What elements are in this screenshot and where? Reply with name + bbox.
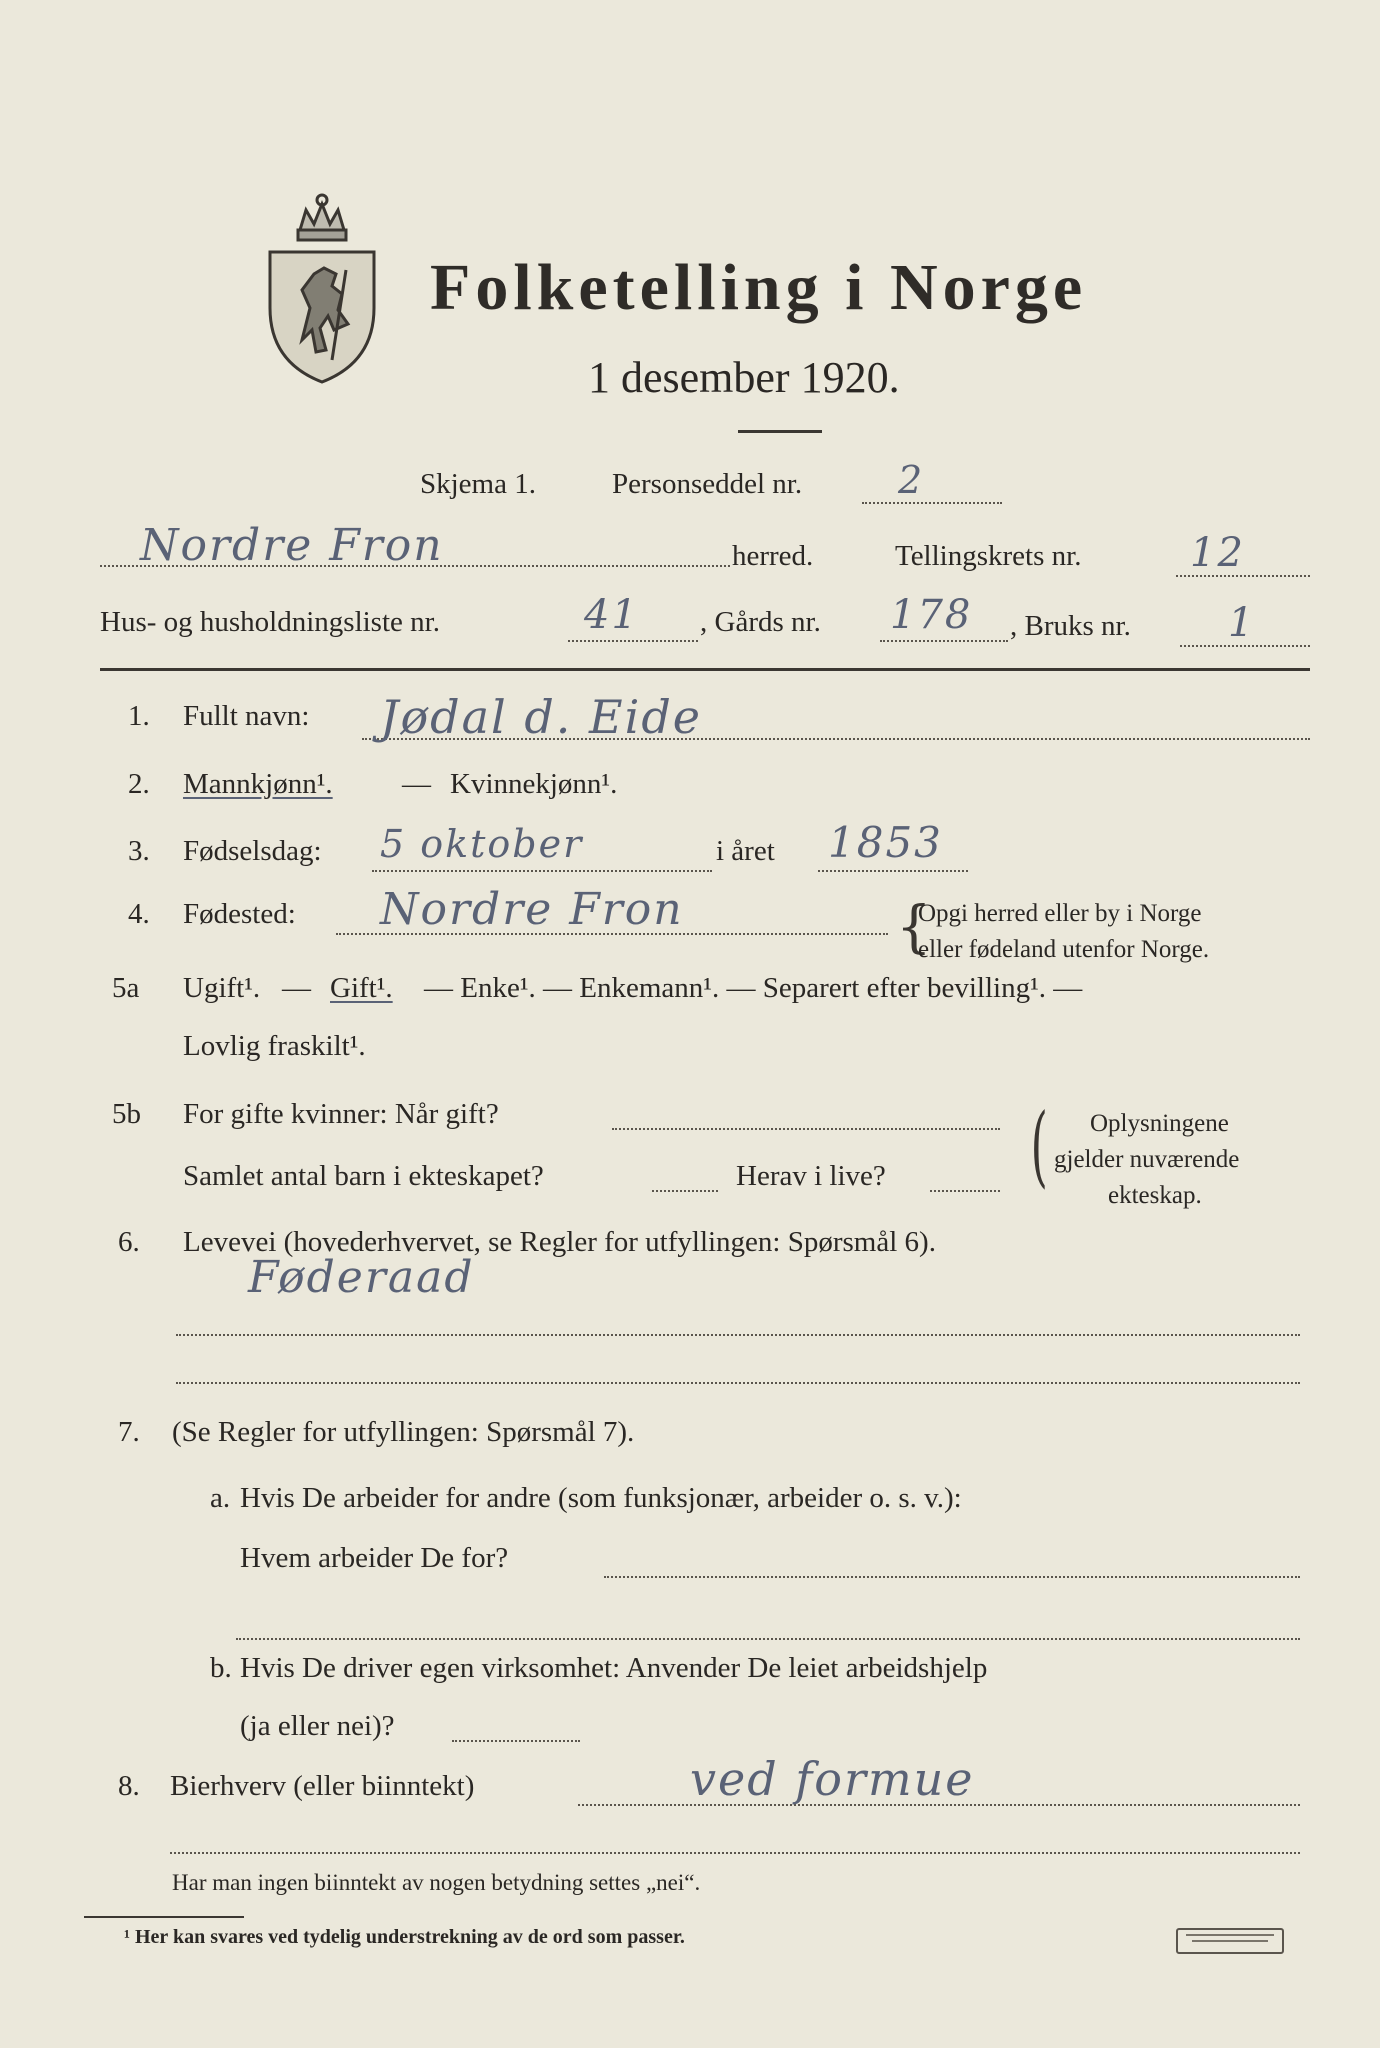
biinntekt-note: Har man ingen biinntekt av nogen betydning settes „nei“. (172, 1870, 701, 1895)
q1-number: 1. (128, 700, 150, 732)
footnote-divider (84, 1916, 244, 1918)
gards-label: , Gårds nr. (700, 606, 821, 638)
q4-number: 4. (128, 898, 150, 930)
q5b-note-line3: ekteskap. (1108, 1182, 1202, 1209)
q5a-gift-option: Gift¹. (330, 972, 393, 1004)
q5b-brace: ( (1030, 1094, 1048, 1197)
q6-line1 (176, 1334, 1300, 1336)
herred-label: herred. (732, 540, 814, 572)
q6-value: Føderaad (248, 1252, 475, 1303)
q4-brace: { (896, 895, 932, 960)
q5a-ugift-option: Ugift¹. (183, 972, 261, 1004)
q7b-label-yesno: (ja eller nei)? (240, 1710, 395, 1742)
q5a-number: 5a (112, 972, 140, 1004)
q5b-note-line2: gjelder nuværende (1054, 1146, 1240, 1173)
q8-line2 (170, 1852, 1300, 1854)
q4-note-line2: eller fødeland utenfor Norge. (918, 936, 1210, 963)
census-date: 1 desember 1920. (588, 353, 900, 402)
q5b-label-married: For gifte kvinner: Når gift? (183, 1098, 499, 1130)
q2-female-option: Kvinnekjønn¹. (450, 768, 618, 800)
q5b-children-line (652, 1190, 718, 1192)
q6-number: 6. (118, 1226, 140, 1258)
hus-label: Hus- og husholdningsliste nr. (100, 606, 440, 638)
personseddel-label: Personseddel nr. (612, 468, 803, 500)
q7b-letter: b. (210, 1652, 232, 1684)
q5b-alive-line (930, 1190, 1000, 1192)
hus-line (568, 640, 698, 642)
q4-label: Fødested: (183, 898, 296, 930)
q2-number: 2. (128, 768, 150, 800)
q7b-yesno-line (452, 1740, 580, 1742)
header-divider (100, 668, 1310, 671)
q3-line (372, 870, 712, 872)
q8-value: ved formue (690, 1752, 975, 1806)
q7a-label-employer: Hvem arbeider De for? (240, 1542, 509, 1574)
q5a-lovlig-fraskilt: Lovlig fraskilt¹. (183, 1030, 366, 1062)
q7a-line2 (236, 1638, 1300, 1640)
bruks-label: , Bruks nr. (1010, 610, 1131, 642)
q6-line2 (176, 1382, 1300, 1384)
q5b-number: 5b (112, 1098, 141, 1130)
q3-value: 5 oktober (380, 822, 584, 866)
q5a-remaining-options: — Enke¹. — Enkemann¹. — Separert efter bevilling¹. — (424, 972, 1083, 1004)
q5b-married-line (612, 1128, 1000, 1130)
q7a-letter: a. (210, 1482, 231, 1514)
q3-year-line (818, 870, 968, 872)
q4-note-line1: Opgi herred eller by i Norge (918, 900, 1202, 927)
q1-label: Fullt navn: (183, 700, 310, 732)
title-divider (738, 430, 822, 433)
q4-value: Nordre Fron (380, 884, 684, 935)
coat-of-arms-icon (262, 190, 382, 390)
footnote: ¹ Her kan svares ved tydelig understrekning av de ord som passer. (124, 1926, 685, 1948)
q8-number: 8. (118, 1770, 140, 1802)
skjema-label: Skjema 1. (420, 468, 536, 500)
q7a-employer-line (604, 1576, 1300, 1578)
q1-value: Jødal d. Eide (380, 690, 702, 744)
q7a-label: Hvis De arbeider for andre (som funksjonær, arbeider o. s. v.): (240, 1482, 962, 1514)
bruks-value: 1 (1228, 600, 1256, 646)
gards-value: 178 (890, 592, 973, 638)
herred-value: Nordre Fron (140, 520, 444, 571)
q5b-note-line1: Oplysningene (1090, 1110, 1229, 1137)
hus-value: 41 (584, 592, 639, 638)
personseddel-line (862, 502, 1002, 504)
gards-line (880, 640, 1008, 642)
q2-separator: — (402, 768, 431, 800)
q7-number: 7. (118, 1416, 140, 1448)
tellingskrets-value: 12 (1190, 530, 1245, 576)
q7b-label: Hvis De driver egen virksomhet: Anvender De leiet arbeidshjelp (240, 1652, 988, 1684)
q2-male-option: Mannkjønn¹. (183, 768, 333, 800)
q3-label: Fødselsdag: (183, 835, 322, 867)
q5b-label-children: Samlet antal barn i ekteskapet? (183, 1160, 544, 1192)
q5a-separator: — (282, 972, 311, 1004)
printer-stamp-icon (1176, 1928, 1284, 1954)
q5b-label-alive: Herav i live? (736, 1160, 886, 1192)
form-title: Folketelling i Norge (430, 251, 1088, 324)
q6-label: Levevei (hovederhvervet, se Regler for utfyllingen: Spørsmål 6). (183, 1226, 936, 1258)
personseddel-value: 2 (898, 458, 925, 502)
tellingskrets-label: Tellingskrets nr. (895, 540, 1082, 572)
q7-label: (Se Regler for utfyllingen: Spørsmål 7). (172, 1416, 635, 1448)
q3-year-value: 1853 (828, 818, 943, 867)
q3-year-label: i året (716, 835, 775, 867)
q3-number: 3. (128, 835, 150, 867)
q8-label: Bierhverv (eller biinntekt) (170, 1770, 475, 1802)
